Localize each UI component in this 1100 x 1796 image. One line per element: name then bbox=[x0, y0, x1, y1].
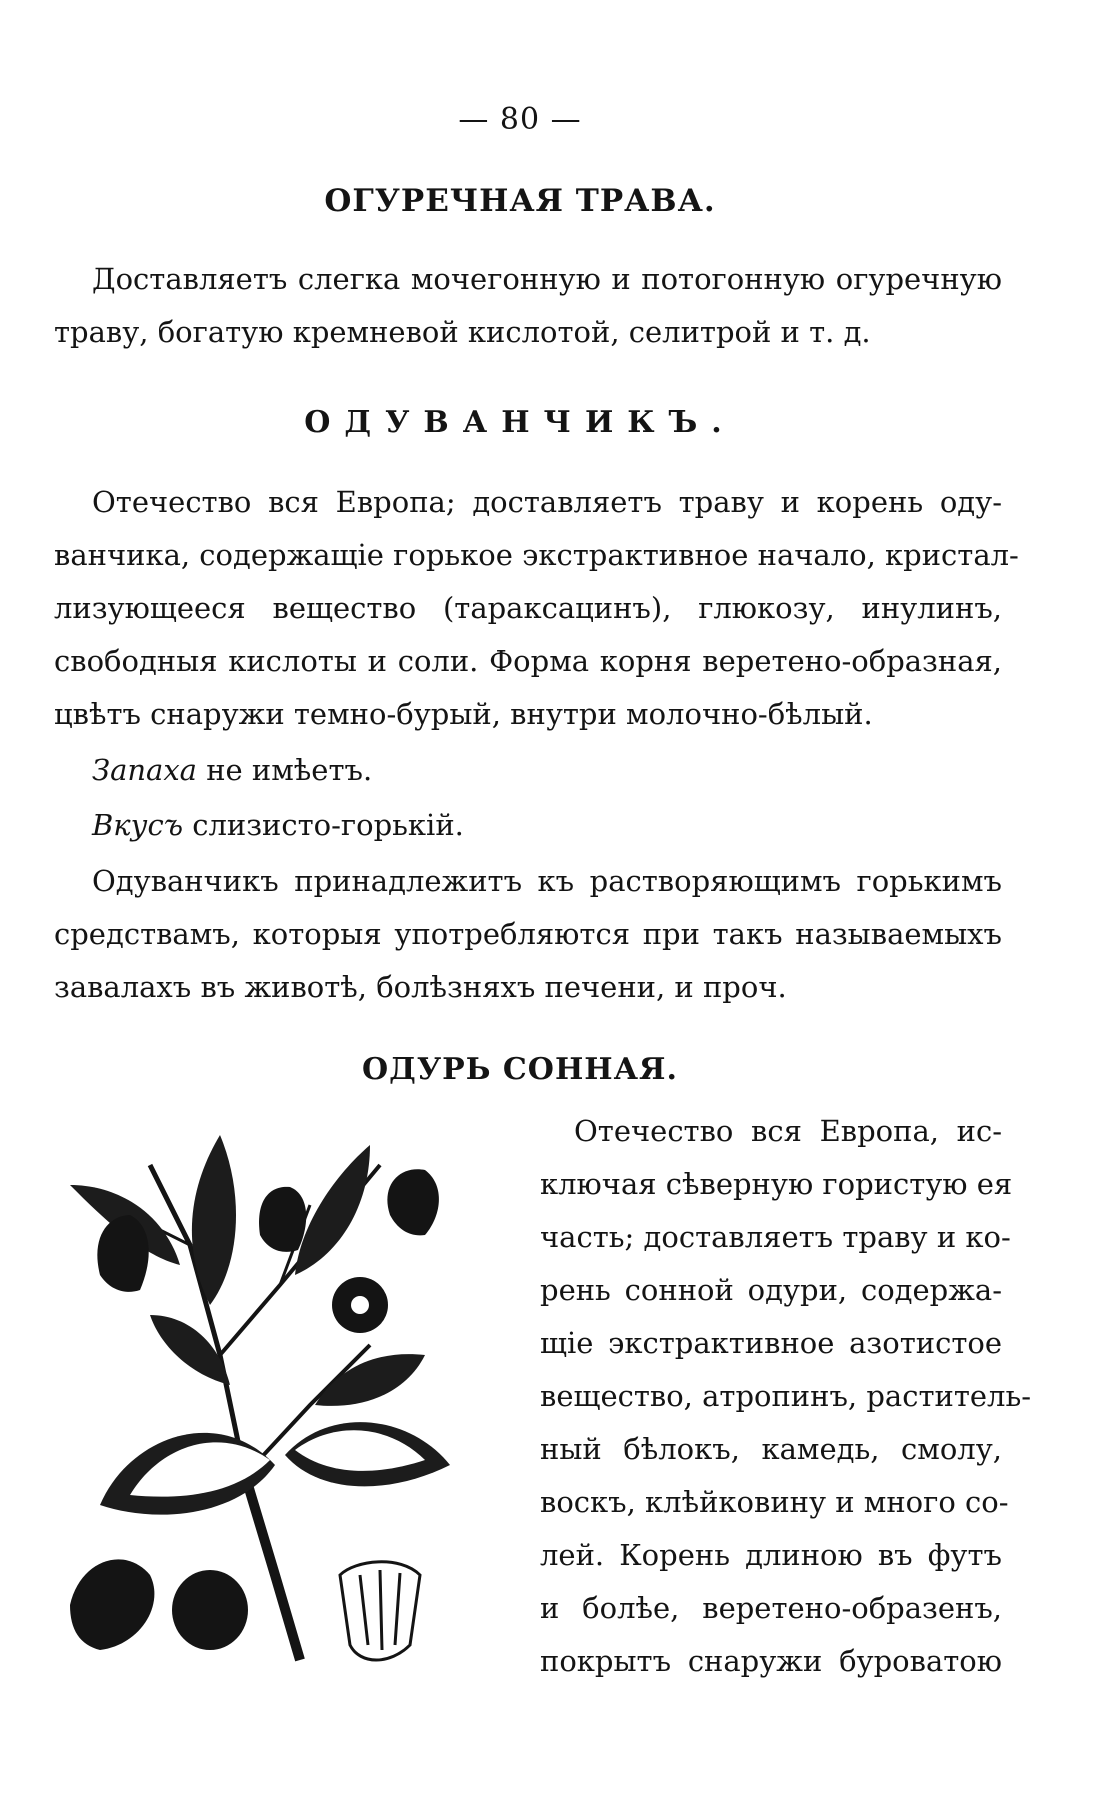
text-line: траву, богатую кремневой кислотой, селитрой и т. д. bbox=[54, 315, 871, 349]
text-line: средствамъ, которыя употребляются при такъ называемыхъ bbox=[54, 917, 1002, 951]
text-line: лизующееся вещество (тараксацинъ), глюкозу, инулинъ, bbox=[54, 591, 1002, 625]
text-line: воскъ, клѣйковину и много со- bbox=[540, 1485, 1009, 1519]
text-line: ванчика, содержащіе горькое экстрактивное начало, кристал- bbox=[54, 538, 1019, 572]
page-number: — 80 — bbox=[458, 102, 582, 137]
text-line: цвѣтъ снаружи темно-бурый, внутри молочно-бѣлый. bbox=[54, 697, 873, 731]
smell-text: не имѣетъ. bbox=[196, 753, 373, 787]
text-line: ключая сѣверную гористую ея bbox=[540, 1167, 1013, 1201]
taste-text: слизисто-горькій. bbox=[183, 808, 464, 842]
text-line: покрытъ снаружи буроватою bbox=[540, 1644, 1002, 1678]
text-line: свободныя кислоты и соли. Форма корня веретено-образная, bbox=[54, 644, 1002, 678]
section-title-ogurechnaya: ОГУРЕЧНАЯ ТРАВА. bbox=[324, 183, 716, 219]
text-line: рень сонной одури, содержа- bbox=[540, 1273, 1002, 1307]
text-line: лей. Корень длиною въ футъ bbox=[540, 1538, 1002, 1572]
taste-line bbox=[92, 808, 1002, 842]
text-line: Отечество вся Европа; доставляетъ траву и корень оду- bbox=[92, 485, 1002, 519]
smell-line bbox=[92, 753, 1002, 787]
text-line: и болѣе, веретено-образенъ, bbox=[540, 1591, 1002, 1625]
belladonna-illustration bbox=[70, 1105, 520, 1665]
smell-label: Запаха bbox=[92, 753, 197, 787]
text-line: часть; доставляетъ траву и ко- bbox=[540, 1220, 1011, 1254]
section-title-oduvanchik: ОДУВАНЧИКЪ. bbox=[304, 405, 736, 440]
section-title-odur-sonnaya: ОДУРЬ СОННАЯ. bbox=[362, 1052, 678, 1087]
text-line: вещество, атропинъ, раститель- bbox=[540, 1379, 1032, 1413]
text-line: Доставляетъ слегка мочегонную и потогонную огуречную bbox=[92, 262, 1002, 296]
text-line: Отечество вся Европа, ис- bbox=[574, 1114, 1002, 1148]
text-line: Одуванчикъ принадлежитъ къ растворяющимъ горькимъ bbox=[92, 864, 1002, 898]
taste-label: Вкусъ bbox=[92, 808, 184, 842]
text-line: щіе экстрактивное азотистое bbox=[540, 1326, 1002, 1360]
text-line: ный бѣлокъ, камедь, смолу, bbox=[540, 1432, 1002, 1466]
text-line: завалахъ въ животѣ, болѣзняхъ печени, и проч. bbox=[54, 970, 787, 1004]
